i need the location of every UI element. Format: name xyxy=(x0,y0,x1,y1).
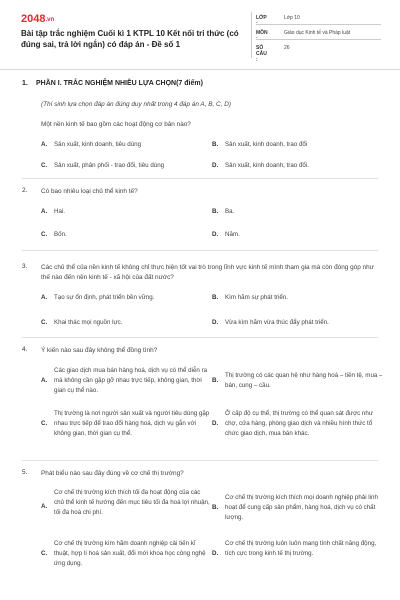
option-text: Hai. xyxy=(54,208,66,215)
question-text: Có bao nhiêu loại chủ thể kinh tế? xyxy=(41,188,138,195)
site-logo[interactable] xyxy=(21,13,54,25)
part-heading xyxy=(22,80,203,87)
option-text: Cơ chế thị trường kìm hãm doanh nghiệp cải tiến kĩ thuật, hợp lí hoá sản xuất, đổi mới khoa học công nghệ ứng dụng. xyxy=(54,540,206,567)
part-instruction: (Thí sinh lựa chọn đáp án đúng duy nhất trong 4 đáp án A, B, C, D) xyxy=(41,101,231,108)
option-text: Kìm hãm sự phát triển. xyxy=(225,294,288,301)
header-bottom-rule xyxy=(0,69,400,70)
option-text: Thị trường có các quan hệ như hàng hoá – tiền tệ, mua – bán, cung – cầu. xyxy=(225,372,383,389)
question-divider xyxy=(22,460,378,461)
option-text: Vừa kìm hãm vừa thúc đẩy phát triển. xyxy=(225,319,329,326)
option-label: D. xyxy=(212,231,219,238)
option-text: Khai thác mọi nguồn lực. xyxy=(54,319,123,326)
option-label: C. xyxy=(41,231,48,238)
option-label: B. xyxy=(212,141,219,148)
part-number: 1. xyxy=(22,80,28,87)
question-divider xyxy=(22,178,378,179)
option-text: Tạo sự ổn định, phát triển bền vững. xyxy=(54,294,155,301)
option-label: B. xyxy=(212,504,219,511)
option-text: Bốn. xyxy=(54,231,67,238)
option-label: A. xyxy=(41,208,48,215)
question-divider xyxy=(22,337,378,338)
option-text: Thị trường là nơi người sản xuất và người tiêu dùng gặp nhau trực tiếp để trao đổi hàng hoá, dịch vụ gắn với không gian, thời gian cụ thể. xyxy=(54,410,210,437)
option-label: C. xyxy=(41,319,48,326)
question-number: 5. xyxy=(22,469,28,476)
option-label: B. xyxy=(212,377,219,384)
option-text: Năm. xyxy=(225,231,240,238)
question-text: Một nền kinh tế bao gồm các hoạt động cơ bản nào? xyxy=(41,121,191,128)
option-label: C. xyxy=(41,550,48,557)
option-text: Ở cấp độ cụ thể, thị trường có thể quan sát được như chợ, cửa hàng, phòng giao dịch và nhiều hình thức tổ chức giao dịch, mua bán khác. xyxy=(225,410,373,437)
option-label: A. xyxy=(41,503,48,510)
option-text: Sản xuất, kinh doanh, trao đổi. xyxy=(225,162,309,169)
part-title: PHẦN I. TRẮC NGHIỆM NHIỀU LỰA CHỌN(7 điểm) xyxy=(36,80,203,87)
option-text: Sản xuất, phân phối - trao đổi, tiêu dùng xyxy=(54,162,165,169)
option-text: Cơ chế thị trường kích thích tối đa hoạt động của các chủ thể kinh tế hướng đến mục tiêu tối đa hoá lợi nhuận, tối đa hoá chi phí. xyxy=(54,489,210,516)
option-text: Sản xuất, kinh doanh, tiêu dùng xyxy=(54,141,142,148)
option-text: Sản xuất, kinh doanh, trao đổi xyxy=(225,141,308,148)
question-text: Các chủ thể của nền kinh tế không chỉ thực hiện tốt vai trò trong lĩnh vực kinh tế mình tham gia mà còn đóng góp như thế nào đến nền kinh tế - xã hội của đất nước? xyxy=(41,264,374,281)
option-text: Ba. xyxy=(225,208,235,215)
meta-divider xyxy=(256,39,381,40)
question-divider xyxy=(22,250,378,251)
option-label: B. xyxy=(212,208,219,215)
option-label: D. xyxy=(212,550,219,557)
option-text: Cơ chế thị trường kích thích mọi doanh nghiệp phải linh hoạt để cung cấp sản phẩm, hàng hoá, dịch vụ có chất lượng. xyxy=(225,494,378,521)
option-label: A. xyxy=(41,294,48,301)
question-number: 3. xyxy=(22,263,28,270)
page-title: Bài tập trắc nghiệm Cuối kì 1 KTPL 10 Kết nối tri thức (có đúng sai, trả lời ngắn) có đáp án - Đề số 1 xyxy=(21,29,239,49)
meta-class-value: Lớp 10 xyxy=(284,15,300,21)
option-label: A. xyxy=(41,141,48,148)
option-label: D. xyxy=(212,420,219,427)
meta-class-label: LỚP xyxy=(256,15,267,21)
option-label: B. xyxy=(212,294,219,301)
logo-text: 2048 xyxy=(21,13,46,25)
meta-subject-label: MÔN xyxy=(256,30,268,36)
option-label: A. xyxy=(41,377,48,384)
meta-subject-value: Giáo dục Kinh tế và Pháp luật xyxy=(284,30,351,36)
header-divider xyxy=(251,12,252,58)
option-label: D. xyxy=(212,162,219,169)
option-text: Các giao dịch mua bán hàng hoá, dịch vụ có thể diễn ra mà không cần gặp gỡ nhau trực tiếp, không gian, thời gian cụ thể nào. xyxy=(54,367,208,394)
question-number: 2. xyxy=(22,187,28,194)
meta-count-value: 26 xyxy=(284,45,290,51)
question-number: 4. xyxy=(22,346,28,353)
logo-suffix: .vn xyxy=(45,17,55,23)
option-label: D. xyxy=(212,319,219,326)
question-text: Ý kiến nào sau đây không thể đồng tình? xyxy=(41,347,158,354)
page-header xyxy=(0,0,400,68)
option-label: C. xyxy=(41,420,48,427)
question-text: Phát biểu nào sau đây đúng về cơ chế thị trường? xyxy=(41,470,184,477)
meta-divider xyxy=(256,24,381,25)
meta-count-label: SỐ CÂU : xyxy=(256,45,267,63)
option-text: Cơ chế thị trường luôn luôn mang tính chất năng động, tích cực trong kinh tế thị trường. xyxy=(225,540,377,557)
option-label: C. xyxy=(41,162,48,169)
